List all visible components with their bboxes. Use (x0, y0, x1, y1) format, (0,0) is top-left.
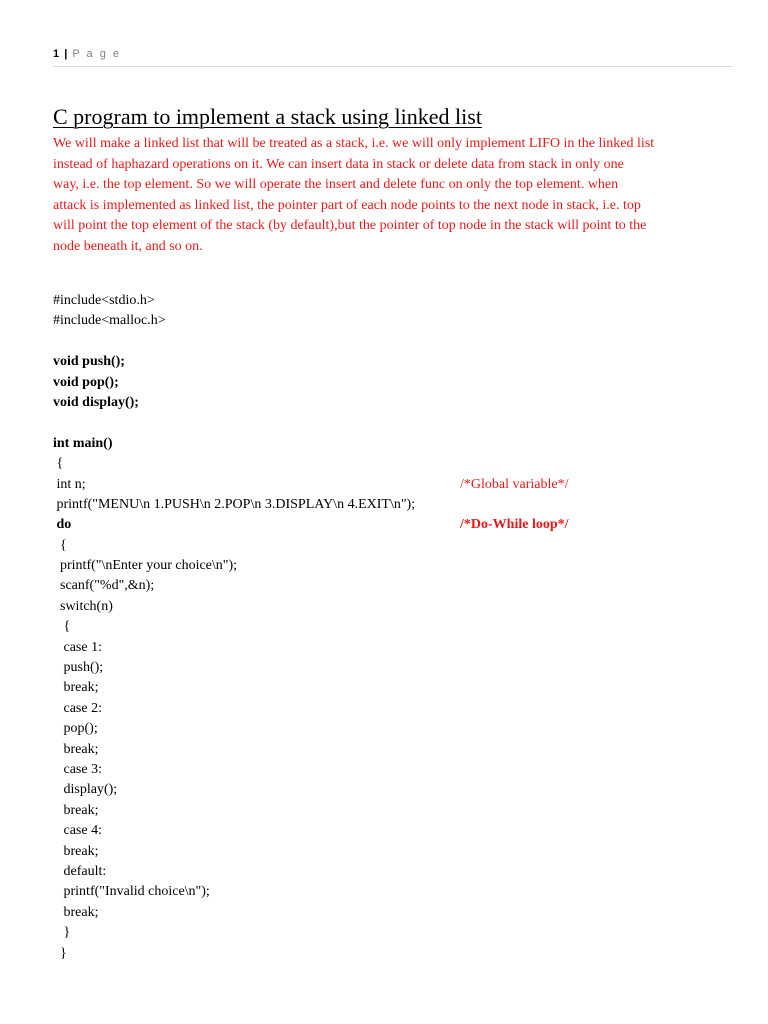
code-keyword-do: do (53, 517, 72, 533)
code-line-break: break; (53, 843, 99, 859)
code-line-switch: switch(n) (53, 598, 113, 614)
code-line-case-2: case 2: (53, 700, 102, 716)
intro-line: instead of haphazard operations on it. We can insert data in stack or delete data from stack in only one (53, 156, 624, 172)
code-comment-global: /*Global variable*/ (460, 476, 569, 492)
code-line-case-3: case 3: (53, 761, 102, 777)
code-line-close-switch: } (53, 925, 71, 941)
intro-line: attack is implemented as linked list, the pointer part of each node points to the next node in stack, i.e. top (53, 197, 641, 213)
document-title: C program to implement a stack using linked list (53, 104, 482, 129)
code-line-push-call: push(); (53, 660, 104, 676)
code-line-display-call: display(); (53, 782, 118, 798)
code-line-case-4: case 4: (53, 823, 102, 839)
page-label: P a g e (72, 48, 121, 60)
code-line-include-stdio: #include<stdio.h> (53, 293, 155, 308)
code-line-default: default: (53, 863, 107, 879)
code-line-break: break; (53, 802, 99, 818)
code-line-printf-invalid: printf("Invalid choice\n"); (53, 884, 210, 900)
page-header (53, 46, 732, 67)
code-line-break: break; (53, 741, 99, 757)
code-line-scanf: scanf("%d",&n); (53, 578, 155, 594)
code-line-main-signature: int main() (53, 435, 113, 451)
code-line-decl-pop: void pop(); (53, 374, 119, 390)
intro-paragraph (53, 134, 733, 257)
code-line-case-1: case 1: (53, 639, 102, 655)
intro-line: node beneath it, and so on. (53, 238, 203, 254)
page-number: 1 (53, 48, 60, 60)
blank-line (53, 332, 743, 352)
intro-line: We will make a linked list that will be treated as a stack, i.e. we will only implement LIFO in the linked list (53, 136, 655, 151)
code-line-open-do: { (53, 537, 67, 553)
code-comment-do-while: /*Do-While loop*/ (460, 517, 569, 533)
code-text: int n; (53, 476, 86, 492)
code-line-printf-choice: printf("\nEnter your choice\n"); (53, 558, 238, 574)
page-separator: | (64, 48, 68, 60)
code-line-int-n (53, 475, 743, 495)
intro-line: way, i.e. the top element. So we will operate the insert and delete func on only the top element. when (53, 177, 619, 192)
code-line-pop-call: pop(); (53, 721, 98, 737)
code-line-do (53, 515, 743, 535)
code-line-break: break; (53, 904, 99, 920)
blank-line (53, 413, 743, 433)
code-line-open-main: { (53, 456, 64, 472)
code-line-decl-push: void push(); (53, 354, 125, 370)
code-line-open-switch: { (53, 619, 71, 635)
code-line-close-do: } (53, 945, 67, 961)
intro-line: will point the top element of the stack (by default),but the pointer of top node in the stack will point to the (53, 218, 647, 233)
code-listing (53, 291, 743, 964)
code-line-break: break; (53, 680, 99, 696)
code-line-include-malloc: #include<malloc.h> (53, 313, 166, 329)
code-line-decl-display: void display(); (53, 394, 139, 410)
code-line-printf-menu: printf("MENU\n 1.PUSH\n 2.POP\n 3.DISPLAY\n 4.EXIT\n"); (53, 496, 416, 512)
